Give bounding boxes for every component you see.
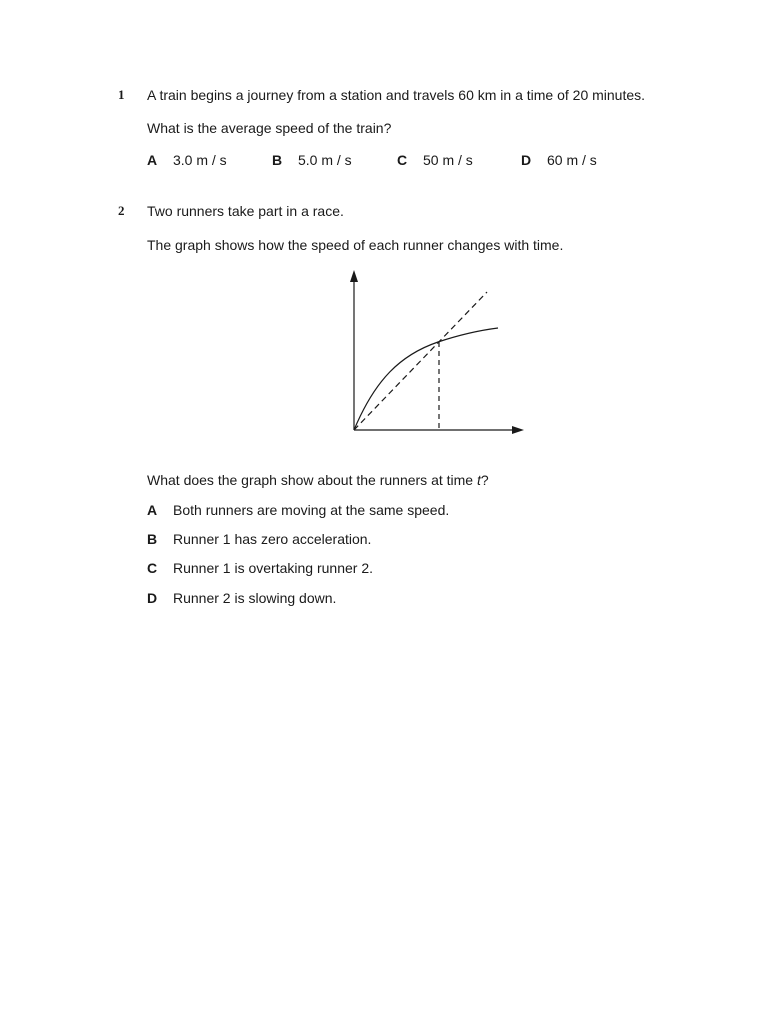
question-1-text: A train begins a journey from a station and travels 60 km in a time of 20 minutes. — [147, 87, 646, 103]
q2-option-a-text[interactable]: Both runners are moving at the same speed. — [173, 502, 450, 518]
question-2-text: Two runners take part in a race. — [147, 203, 344, 219]
q2-option-c-letter: C — [147, 560, 158, 576]
speed-time-graph — [330, 260, 530, 440]
runner-2-line — [354, 292, 487, 430]
q2-option-b-letter: B — [147, 531, 158, 547]
q1-option-b-letter: B — [272, 152, 283, 168]
question-2-graph-intro: The graph shows how the speed of each runner changes with time. — [147, 237, 564, 253]
q2-option-c-text[interactable]: Runner 1 is overtaking runner 2. — [173, 560, 373, 576]
q2-option-d-text[interactable]: Runner 2 is slowing down. — [173, 590, 337, 606]
q1-option-a-letter: A — [147, 152, 158, 168]
question-1-prompt: What is the average speed of the train? — [147, 120, 392, 136]
x-axis-arrow — [512, 426, 524, 434]
question-2-number: 2 — [118, 203, 125, 218]
q1-option-c-text[interactable]: 50 m / s — [423, 152, 473, 168]
question-2-prompt: What does the graph show about the runners at time t? — [147, 472, 489, 488]
y-axis-arrow — [350, 270, 358, 282]
q1-option-d-letter: D — [521, 152, 532, 168]
q2-option-d-letter: D — [147, 590, 158, 606]
q2-option-a-letter: A — [147, 502, 158, 518]
q1-option-d-text[interactable]: 60 m / s — [547, 152, 597, 168]
question-1-number: 1 — [118, 87, 125, 102]
runner-1-curve — [354, 328, 498, 430]
q2-option-b-text[interactable]: Runner 1 has zero acceleration. — [173, 531, 372, 547]
q1-option-b-text[interactable]: 5.0 m / s — [298, 152, 352, 168]
q1-option-a-text[interactable]: 3.0 m / s — [173, 152, 227, 168]
q1-option-c-letter: C — [397, 152, 408, 168]
